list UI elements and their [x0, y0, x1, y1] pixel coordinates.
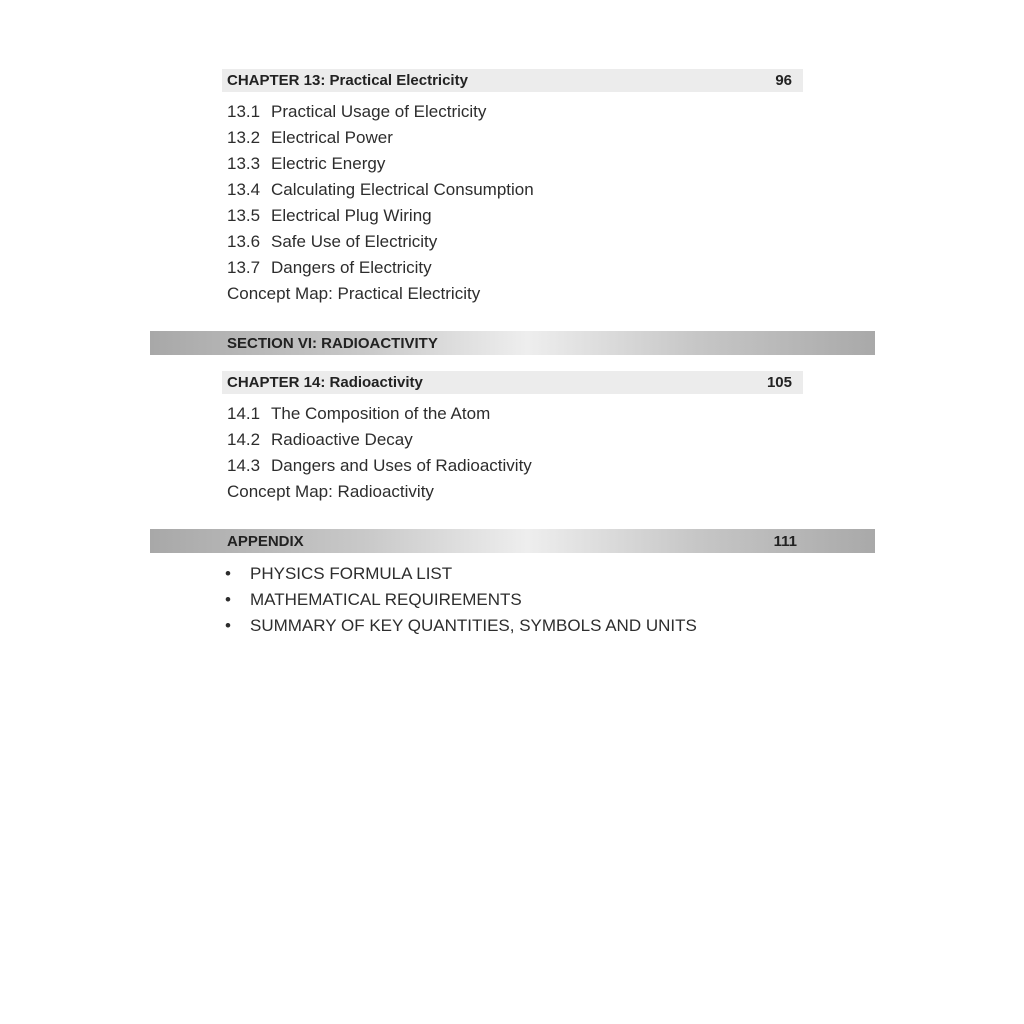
toc-entry-14-2	[227, 430, 413, 450]
concept-map-13: Concept Map: Practical Electricity	[227, 284, 481, 303]
entry-title: Safe Use of Electricity	[271, 232, 438, 251]
appendix-item-formula-list	[225, 564, 452, 584]
toc-entry-13-7	[227, 258, 432, 278]
section-6-title: SECTION VI: RADIOACTIVITY	[227, 335, 438, 352]
appendix-item-key-quantities	[225, 616, 697, 636]
toc-entry-14-1	[227, 404, 490, 424]
toc-entry-13-2	[227, 128, 393, 148]
bullet-icon: •	[225, 564, 231, 583]
entry-title: The Composition of the Atom	[271, 404, 491, 423]
toc-entry-13-6	[227, 232, 437, 252]
toc-entry-13-3	[227, 154, 385, 174]
entry-title: Electrical Plug Wiring	[271, 206, 432, 225]
entry-number: 14.2	[227, 430, 261, 449]
toc-entry-13-1	[227, 102, 486, 122]
entry-number: 13.2	[227, 128, 261, 147]
toc-entry-14-3	[227, 456, 532, 476]
bullet-icon: •	[225, 590, 231, 609]
chapter-14-heading	[222, 371, 803, 394]
entry-title: Dangers and Uses of Radioactivity	[271, 456, 532, 475]
entry-number: 13.7	[227, 258, 261, 277]
entry-number: 13.3	[227, 154, 261, 173]
appendix-page-number: 111	[773, 533, 797, 550]
appendix-title: APPENDIX	[227, 533, 304, 550]
toc-entry-13-4	[227, 180, 534, 200]
chapter-13-heading	[222, 69, 803, 92]
chapter-14-page-number: 105	[766, 374, 792, 391]
entry-number: 13.1	[227, 102, 261, 121]
entry-number: 13.5	[227, 206, 261, 225]
concept-map-14: Concept Map: Radioactivity	[227, 482, 434, 501]
toc-entry-13-5	[227, 206, 432, 226]
appendix-item-label: PHYSICS FORMULA LIST	[250, 564, 453, 583]
bullet-icon: •	[225, 616, 231, 635]
chapter-14-title: CHAPTER 14: Radioactivity	[227, 374, 423, 391]
appendix-heading	[150, 529, 875, 553]
appendix-item-label: SUMMARY OF KEY QUANTITIES, SYMBOLS AND UNITS	[250, 616, 697, 635]
appendix-item-math-requirements	[225, 590, 522, 610]
entry-title: Radioactive Decay	[271, 430, 413, 449]
entry-number: 13.6	[227, 232, 261, 251]
entry-title: Practical Usage of Electricity	[271, 102, 487, 121]
chapter-13-page-number: 96	[775, 72, 792, 89]
entry-number: 14.1	[227, 404, 261, 423]
entry-title: Calculating Electrical Consumption	[271, 180, 534, 199]
section-6-heading	[150, 331, 875, 355]
entry-title: Electric Energy	[271, 154, 386, 173]
entry-number: 13.4	[227, 180, 261, 199]
appendix-item-label: MATHEMATICAL REQUIREMENTS	[250, 590, 522, 609]
entry-title: Dangers of Electricity	[271, 258, 432, 277]
entry-number: 14.3	[227, 456, 261, 475]
entry-title: Electrical Power	[271, 128, 393, 147]
chapter-13-title: CHAPTER 13: Practical Electricity	[227, 72, 468, 89]
